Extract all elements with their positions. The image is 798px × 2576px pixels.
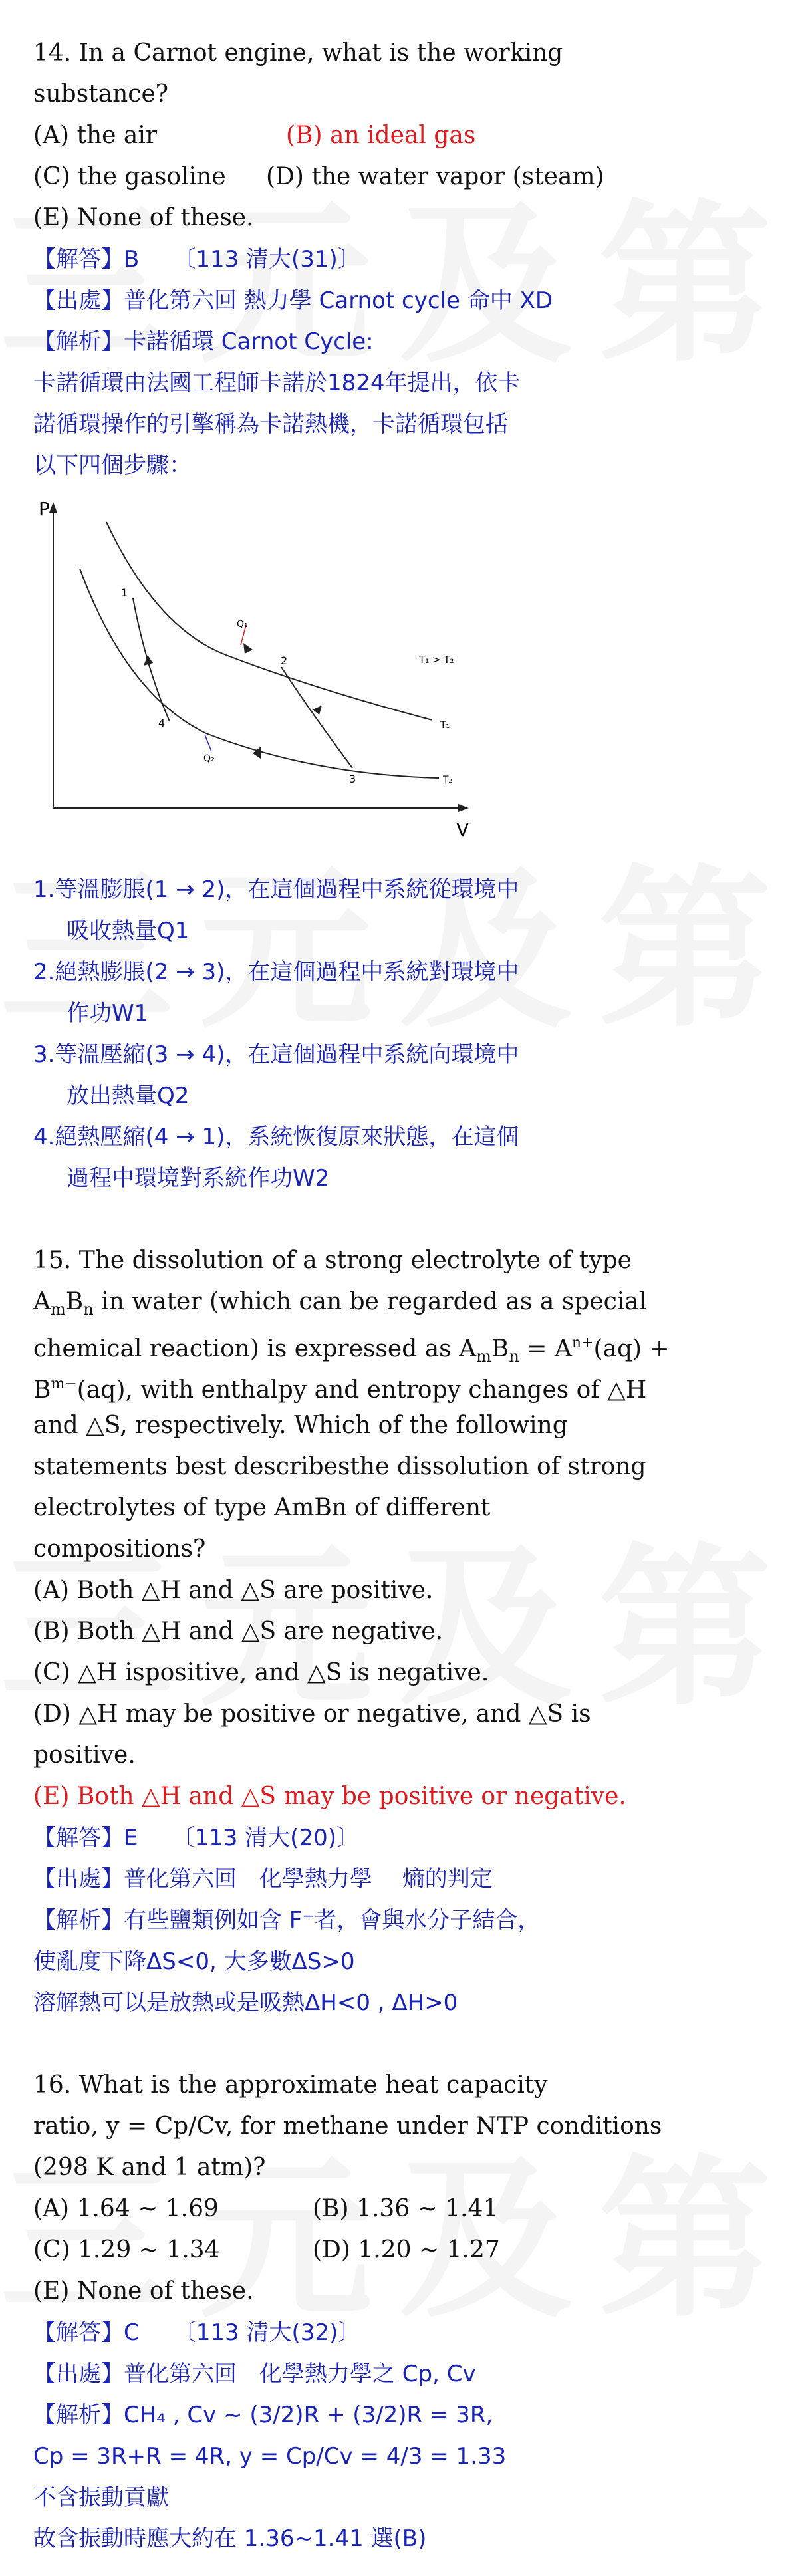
q16-option-b: (B) 1.36 ~ 1.41 — [313, 2195, 499, 2222]
q14-analysis-line2: 諾循環操作的引擎稱為卡諾熱機，卡諾循環包括 — [33, 411, 508, 438]
q2-label: Q₂ — [203, 753, 215, 764]
carnot-step2-line2: 作功W1 — [66, 1000, 149, 1027]
q15-option-d-line1: (D) △H may be positive or negative, and △S is — [33, 1700, 591, 1728]
q14-source: 【出處】普化第六回 熱力學 Carnot cycle 命中 XD — [33, 287, 553, 314]
q14-stem-line2: substance? — [33, 80, 169, 108]
q14-analysis-line3: 以下四個步驟： — [33, 452, 192, 479]
point-4-label: 4 — [158, 717, 166, 729]
point-2-label: 2 — [281, 654, 288, 667]
q1-label: Q₁ — [237, 619, 248, 630]
q14-option-b: (B) an ideal gas — [286, 122, 476, 149]
arrow-1-2 — [243, 643, 253, 654]
q15-analysis-line2: 使亂度下降ΔS<0, 大多數ΔS>0 — [33, 1948, 355, 1975]
arrow-4-1 — [144, 655, 153, 666]
q14-analysis-heading: 【解析】卡諾循環 Carnot Cycle: — [33, 328, 374, 355]
q15-stem-line1: 15. The dissolution of a strong electrolyte of type — [33, 1247, 632, 1274]
carnot-step3-line1: 3.等溫壓縮(3 → 4)，在這個過程中系統向環境中 — [33, 1041, 519, 1068]
q15-stem-line7: electrolytes of type AmBn of different — [33, 1494, 491, 1521]
q16-option-a: (A) 1.64 ~ 1.69 — [33, 2195, 219, 2222]
q16-answer: 【解答】C 〔113 清大(32)〕 — [33, 2319, 361, 2346]
q16-analysis-line2: Cp = 3R+R = 4R, y = Cp/Cv = 4/3 = 1.33 — [33, 2443, 507, 2470]
t1-label: T₁ — [440, 720, 450, 731]
isotherm-t1 — [106, 522, 432, 720]
adiabat-2-3 — [281, 667, 352, 768]
q15-stem-line8: compositions? — [33, 1535, 206, 1563]
q15-analysis-line1: 【解析】有些鹽類例如含 F⁻者，會與水分子結合， — [33, 1907, 541, 1934]
q16-stem-line2: ratio, y = Cp/Cv, for methane under NTP conditions — [33, 2113, 662, 2140]
q15-option-d-line2: positive. — [33, 1741, 136, 1769]
arrow-3-4 — [253, 747, 261, 759]
p-axis-arrow — [49, 502, 57, 513]
carnot-step4-line2: 過程中環境對系統作功W2 — [66, 1165, 330, 1192]
q15-source: 【出處】普化第六回 化學熱力學 熵的判定 — [33, 1866, 493, 1892]
q14-analysis-line1: 卡諾循環由法國工程師卡諾於1824年提出，依卡 — [33, 370, 521, 396]
q15-option-a: (A) Both △H and △S are positive. — [33, 1577, 434, 1604]
q14-options-cd — [33, 157, 632, 197]
carnot-step1-line2: 吸收熱量Q1 — [66, 918, 190, 944]
q15-stem-line3: chemical reaction) is expressed as $A_mB_n = A^{n+}(aq)$ + — [33, 1335, 670, 1366]
t2-label: T₂ — [443, 775, 453, 785]
q14-option-c: (C) the gasoline — [33, 163, 226, 190]
q14-option-d: (D) the water vapor (steam) — [266, 163, 604, 190]
v-axis-arrow — [458, 804, 469, 812]
point-1-label: 1 — [121, 586, 128, 599]
carnot-pv-diagram — [33, 495, 472, 841]
q16-stem-line1: 16. What is the approximate heat capacity — [33, 2071, 548, 2099]
q15-analysis-line3: 溶解熱可以是放熱或是吸熱ΔH<0 , ΔH>0 — [33, 1990, 458, 2016]
q15-answer: 【解答】E 〔113 清大(20)〕 — [33, 1825, 359, 1851]
carnot-step3-line2: 放出熱量Q2 — [66, 1083, 190, 1109]
q16-stem-line3: (298 K and 1 atm)? — [33, 2154, 266, 2181]
q15-option-c: (C) △H ispositive, and △S is negative. — [33, 1659, 489, 1686]
point-3-label: 3 — [349, 773, 356, 785]
arrow-2-3 — [313, 706, 322, 715]
carnot-step2-line1: 2.絕熱膨脹(2 → 3)，在這個過程中系統對環境中 — [33, 959, 519, 985]
q15-option-b: (B) Both △H and △S are negative. — [33, 1618, 444, 1645]
q2-arrow — [205, 735, 211, 751]
q16-source: 【出處】普化第六回 化學熱力學之 Cp, Cv — [33, 2361, 476, 2387]
q16-analysis-line1: 【解析】CH₄ , Cv ~ (3/2)R + (3/2)R = 3R, — [33, 2402, 493, 2428]
carnot-step1-line1: 1.等溫膨脹(1 → 2)，在這個過程中系統從環境中 — [33, 876, 519, 903]
q15-stem-line6: statements best describesthe dissolution of strong — [33, 1453, 646, 1480]
q16-analysis-line4: 故含振動時應大約在 1.36~1.41 選(B) — [33, 2525, 427, 2552]
q14-option-e: (E) None of these. — [33, 204, 254, 231]
q15-stem-line5: and △S, respectively. Which of the following — [33, 1412, 568, 1439]
q14-options-ab — [33, 116, 632, 156]
p-axis-label: P — [39, 498, 50, 520]
q14-option-a: (A) the air — [33, 122, 158, 149]
q15-option-e: (E) Both △H and △S may be positive or negative. — [33, 1783, 626, 1810]
q15-stem-line2: $A_mB_n$ in water (which can be regarded as a special — [33, 1288, 647, 1319]
q16-analysis-line3: 不含振動貢獻 — [33, 2484, 169, 2511]
q16-options-cd — [33, 2230, 632, 2270]
temperature-relation: T₁ > T₂ — [419, 654, 454, 666]
q16-option-c: (C) 1.29 ~ 1.34 — [33, 2236, 220, 2263]
v-axis-label: V — [456, 819, 469, 840]
q14-stem-line1: 14. In a Carnot engine, what is the working — [33, 39, 563, 66]
q16-option-d: (D) 1.20 ~ 1.27 — [313, 2236, 500, 2263]
q16-option-e: (E) None of these. — [33, 2277, 254, 2305]
carnot-step4-line1: 4.絕熱壓縮(4 → 1)，系統恢復原來狀態，在這個 — [33, 1124, 519, 1150]
adiabat-4-1 — [133, 598, 170, 721]
q14-answer: 【解答】B 〔113 清大(31)〕 — [33, 246, 360, 273]
q15-stem-line4: $B^{m-}(aq)$, with enthalpy and entropy changes of △H — [33, 1376, 647, 1404]
q16-options-ab — [33, 2189, 632, 2229]
